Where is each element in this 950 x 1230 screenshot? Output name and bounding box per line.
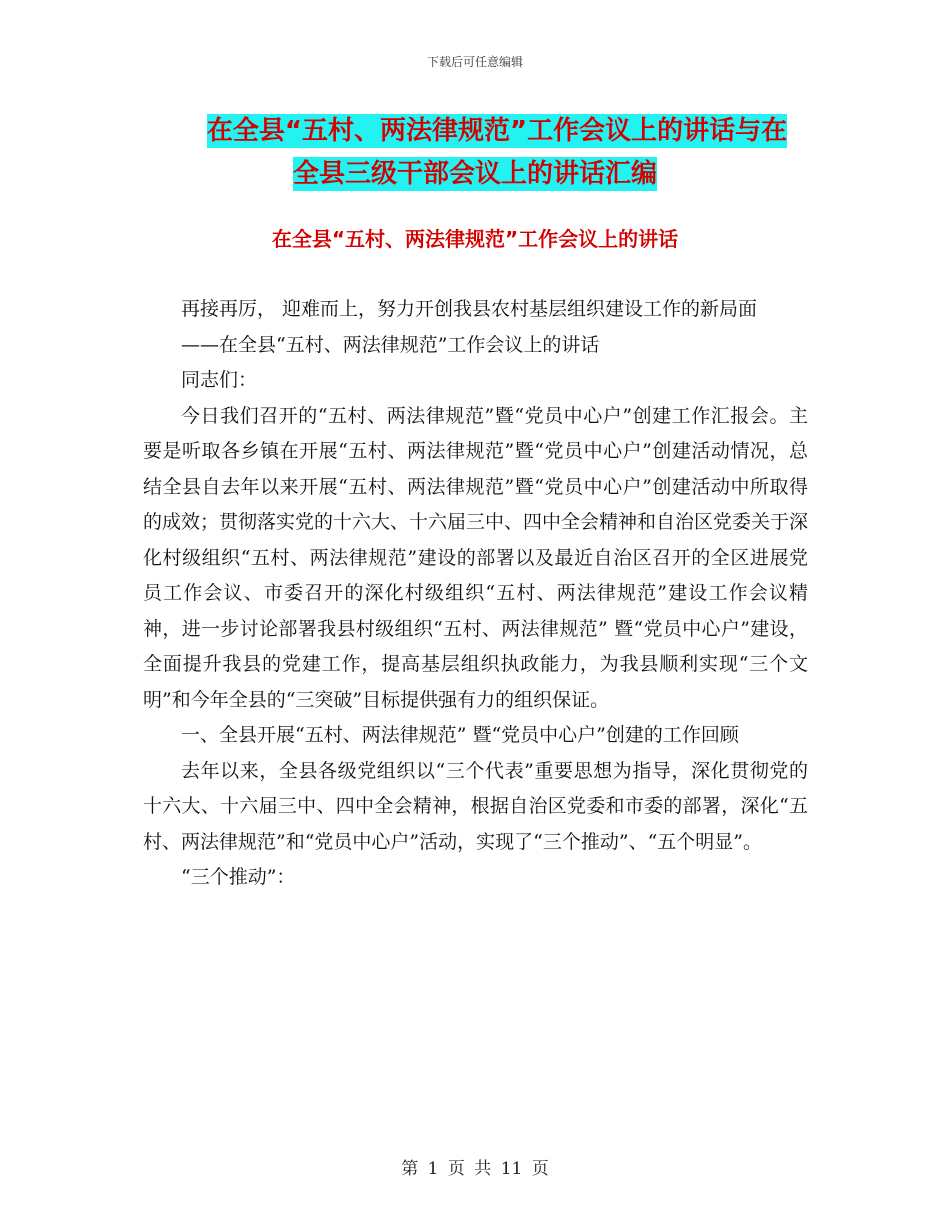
header-note: 下载后可任意编辑 — [426, 55, 523, 69]
document-title-line-2-text: 全县三级干部会议上的讲话汇编 — [292, 159, 657, 189]
paragraph-three-pushes: “三个推动”： — [181, 866, 296, 888]
paragraph-salutation: 同志们： — [181, 369, 258, 391]
document-title-line-1 — [22, 114, 950, 148]
paragraph-heading: 再接再厉， 迎难而上，努力开创我县农村基层组织建设工作的新局面 — [181, 298, 758, 320]
document-body — [143, 292, 808, 896]
document-title-line-2 — [0, 157, 950, 191]
document-title-line-1-text: 在全县“五村、两法律规范”工作会议上的讲话与在 — [206, 116, 788, 146]
paragraph-section-heading: 一、全县开展“五村、两法律规范” 暨“党员中心户”创建的工作回顾 — [181, 724, 739, 746]
page-number-footer: 第 1 页 共 11 页 — [401, 1159, 549, 1179]
section-title: 在全县“五村、两法律规范”工作会议上的讲话 — [271, 227, 679, 251]
paragraph-review: 去年以来，全县各级党组织以“三个代表”重要思想为指导，深化贯彻党的十六大、十六届三中、四中全会精神，根据自治区党委和市委的部署，深化“五村、两法律规范”和“党员中心户”活动，实现了“三个推动”、“五个明显”。 — [143, 759, 808, 853]
paragraph-intro: 今日我们召开的“五村、两法律规范”暨“党员中心户”创建工作汇报会。主要是听取各乡镇在开展“五村、两法律规范”暨“党员中心户”创建活动情况，总结全县自去年以来开展“五村、两法律规范”暨“党员中心户”创建活动中所取得的成效；贯彻落实党的十六大、十六届三中、四中全会精神和自治区党委关于深化村级组织“五村、两法律规范”建设的部署以及最近自治区召开的全区进展党员工作会议、市委召开的深化村级组织“五村、两法律规范”建设工作会议精神，进一步讨论部署我县村级组织“五村、两法律规范” 暨“党员中心户”建设，全面提升我县的党建工作，提高基层组织执政能力，为我县顺利实现“三个文明”和今年全县的“三突破”目标提供强有力的组织保证。 — [143, 404, 809, 711]
paragraph-subheading: ——在全县“五村、两法律规范”工作会议上的讲话 — [181, 333, 600, 356]
